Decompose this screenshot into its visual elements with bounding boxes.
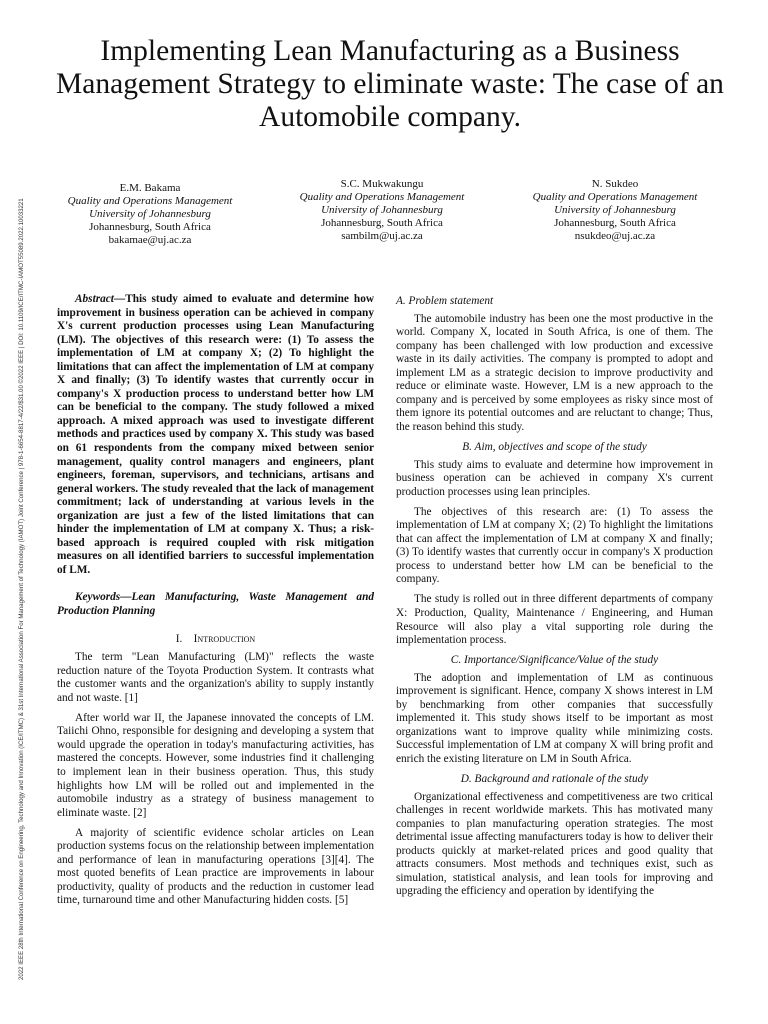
- paragraph: This study aims to evaluate and determine how improvement in business operation can be achieved in company X's current production processes using lean principles.: [396, 458, 713, 498]
- paragraph: The term "Lean Manufacturing (LM)" reflects the waste reduction nature of the Toyota Production System. It contrasts what the customer wants and the organization's ability to supply instantly and not waste. [1]: [57, 651, 374, 704]
- author-univ: University of Johannesburg: [554, 203, 676, 216]
- author-dept: Quality and Operations Management: [299, 190, 465, 203]
- subsection-heading: D. Background and rationale of the study: [460, 773, 649, 785]
- subsection-heading: B. Aim, objectives and scope of the study: [462, 440, 647, 453]
- right-column: [396, 295, 713, 905]
- author-univ: University of Johannesburg: [89, 207, 211, 220]
- paragraph: The study is rolled out in three different departments of company X: Production, Quality, Maintenance / Engineering, and Human Resource will also play a vital supporting role during the implementation process.: [396, 593, 713, 647]
- left-column: [57, 293, 374, 914]
- conference-side-note: 2022 IEEE 28th International Conference on Engineering, Technology and Innovation (ICE/ITMC) & 31st International Association For Management of Technology (IAMOT) Joint Conference | 978-1-6654-8817-4/22/$31.00 ©2022 IEEE | DOI: 10.1109/ICE/ITMC-IAMOT55089.2022.10033221: [18, 198, 25, 980]
- author-email: sambilm@uj.ac.za: [341, 229, 423, 242]
- subsection-heading: A. Problem statement: [396, 295, 494, 307]
- author-email: bakamae@uj.ac.za: [108, 233, 192, 246]
- abstract-label: Abstract: [75, 293, 114, 305]
- author-name: E.M. Bakama: [119, 182, 181, 194]
- paragraph: The objectives of this research are: (1) To assess the implementation of LM at company X; (2) To highlight the limitations that can affect the implementation of LM at company X and finally; (3) To identify wastes that currently occur in company's X production process to understand better how LM can be beneficial to the company.: [396, 505, 713, 586]
- author-city: Johannesburg, South Africa: [321, 216, 443, 229]
- paragraph: Organizational effectiveness and competitiveness are two critical challenges in recent worldwide markets. This has motivated many companies to plan manufacturing operation strategies. The most detrimental issue affecting manufacturers today is how to deliver their products quickly at market-related prices and good quality that attracts consumers. Most methods and techniques exist, such as simulation, statistical analysis, and lean tools for improving and upgrading the efficiency and operation by identifying the: [396, 790, 713, 898]
- author-dept: Quality and Operations Management: [67, 194, 233, 207]
- paragraph: The adoption and implementation of LM as continuous improvement is significant. Hence, company X shows interest in LM by benchmarking from other companies that successfully implemented it. This study shows itself to be important as most organizations want to improve quality while minimizing costs. Successful implementation of LM at company X will bring profit and enrich the existing literature on LM in South Africa.: [396, 671, 713, 765]
- keywords: Keywords—Lean Manufacturing, Waste Management and Production Planning: [57, 591, 374, 618]
- author-city: Johannesburg, South Africa: [89, 220, 211, 233]
- paragraph: The automobile industry has been one the most productive in the world. Company X, located in South Africa, is one of them. The company has been challenged with low production and excessive waste in its daily activities. The company is prompted to adopt and implement LM as a strategic decision to improve productivity and reduce or eliminate waste. However, LM is a new approach to the company and is perceived by some employees as risky since most of them ignore its potential outcomes and are reluctant to change; Thus, the reason behind this study.: [396, 312, 713, 433]
- author-name: S.C. Mukwakungu: [340, 178, 424, 190]
- author-block: [505, 178, 725, 243]
- author-email: nsukdeo@uj.ac.za: [574, 229, 656, 242]
- author-name: N. Sukdeo: [591, 178, 639, 190]
- author-block: [40, 182, 260, 247]
- paper-title: Implementing Lean Manufacturing as a Business Management Strategy to eliminate waste: The case of an Automobile company.: [56, 35, 724, 134]
- author-city: Johannesburg, South Africa: [554, 216, 676, 229]
- section-heading-introduction: I. Introduction: [175, 632, 256, 645]
- author-dept: Quality and Operations Management: [532, 190, 698, 203]
- paragraph: A majority of scientific evidence scholar articles on Lean production systems focus on the relationship between implementation and performance of lean in manufacturing operations [3][4]. The most quoted benefits of Lean practice are improvements in labour productivity, quality of products and the reduction in customer lead time, turnaround time and other Manufacturing hidden costs. [5]: [57, 826, 374, 907]
- subsection-heading: C. Importance/Significance/Value of the study: [450, 654, 659, 667]
- author-block: [272, 178, 492, 243]
- abstract-text: —This study aimed to evaluate and determine how improvement in business operation can be achieved in company X's current production processes using Lean Manufacturing (LM). The objectives of this research were: (1) To assess the implementation of LM at company X; (2) To highlight the limitations that can affect the implementation of LM at company X and finally; (3) To identify wastes that currently occur in company's X production process to understand better how LM can be beneficial to the company. The study followed a mixed approach. A mixed approach was used to investigate different methods and practices used by company X. This study was based on 61 respondents from the company mixed between senior management, quality control managers and engineers, plant engineers, foreman, supervisors, and technicians, artisans and general workers. The study revealed that the lack of management commitment; lack of understanding at various levels in the organization are just a few of the listed limitations that can hinder the implementation of LM at company X. Thus; a risk-based approach is required coupled with risk mitigation measures on all identified barriers to successful implementation of LM.: [57, 293, 374, 576]
- author-univ: University of Johannesburg: [321, 203, 443, 216]
- paragraph: After world war II, the Japanese innovated the concepts of LM. Taiichi Ohno, responsible for designing and developing a system that would upgrade the operation in today's manufacturing activities, has mastered the concepts. However, some industries find it challenging to implement lean in their business operation. Thus, this study highlights how LM will be rolled out and implemented in the automobile industry as a strategy of business management to eliminate waste. [2]: [57, 711, 374, 819]
- abstract: [57, 293, 374, 577]
